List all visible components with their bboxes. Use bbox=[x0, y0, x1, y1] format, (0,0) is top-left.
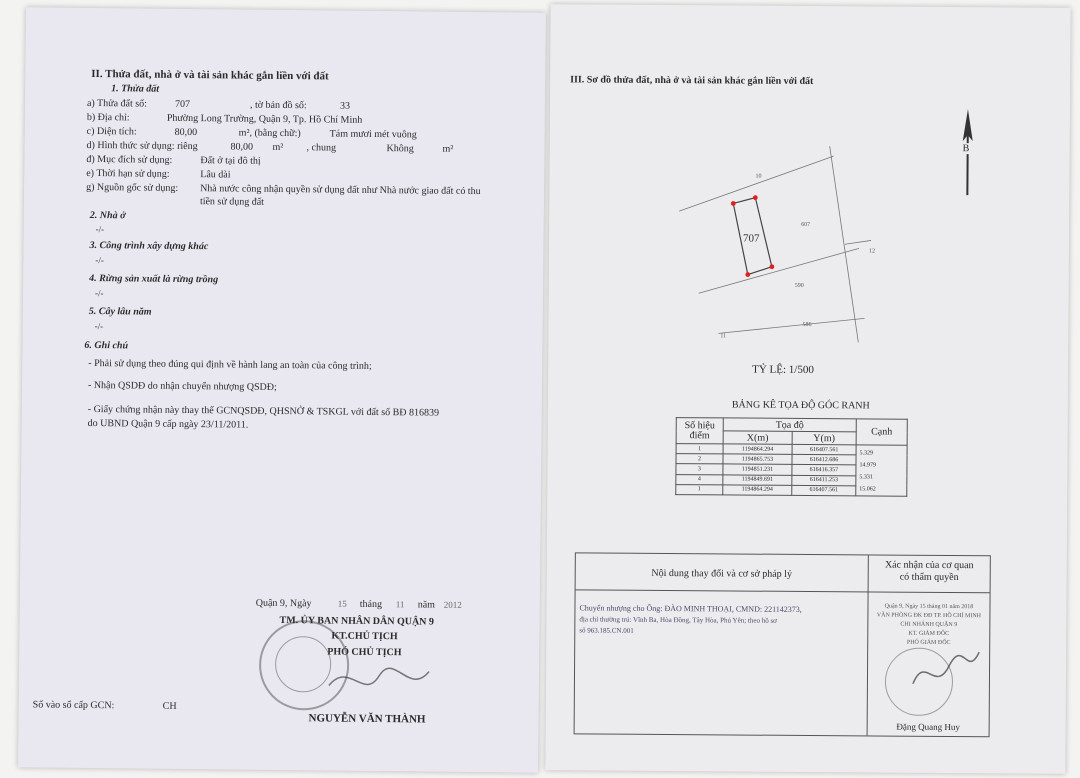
forest-title: 4. Rừng sản xuất là rừng trồng bbox=[89, 272, 219, 286]
usage-shared-value: Không bbox=[386, 143, 414, 155]
purpose-label: đ) Mục đích sử dụng: bbox=[86, 153, 173, 166]
cell-point: 2 bbox=[676, 454, 723, 465]
address-value: Phường Long Trường, Quận 9, Tp. Hồ Chí Minh bbox=[166, 112, 363, 126]
date-year-label: năm bbox=[417, 599, 436, 611]
north-label: B bbox=[962, 143, 970, 155]
map-sheet-label: , tờ bản đồ số: bbox=[249, 99, 307, 112]
notes-title: 6. Ghi chú bbox=[84, 339, 129, 352]
map-sheet-number: 33 bbox=[339, 100, 351, 112]
confirm-header-2: có thẩm quyền bbox=[899, 571, 959, 584]
change-table bbox=[574, 552, 991, 737]
cell-point: 1 bbox=[676, 444, 723, 455]
signer-name: NGUYỄN VĂN THÀNH bbox=[308, 712, 426, 726]
section-iii-title: III. Sơ đồ thửa đất, nhà ở và tài sản khác gắn liền với đất bbox=[570, 74, 814, 88]
origin-line-1: Nhà nước công nhận quyền sử dụng đất như Nhà nước giao đất có thu bbox=[200, 183, 481, 198]
neighbor-label: 12 bbox=[868, 248, 875, 255]
term-value: Lâu dài bbox=[200, 169, 231, 181]
col-edge-header: Cạnh bbox=[856, 419, 907, 445]
date-month-label: tháng bbox=[359, 598, 383, 611]
col-coord-header: Tọa độ bbox=[723, 418, 856, 432]
usage-shared-label: , chung bbox=[306, 142, 337, 154]
cell-point: 1 bbox=[676, 484, 723, 495]
cell-point: 3 bbox=[676, 464, 723, 475]
confirm-line-1: Quận 9, Ngày 15 tháng 01 năm 2018 bbox=[884, 603, 974, 611]
parcel-sketch bbox=[668, 135, 889, 347]
perennial-title: 5. Cây lâu năm bbox=[88, 305, 152, 318]
neighbor-label: 586 bbox=[802, 321, 812, 329]
confirm-signature-mark bbox=[905, 644, 985, 705]
sign-authority: TM. ỦY BAN NHÂN DÂN QUẬN 9 bbox=[279, 614, 434, 628]
sign-line-3: PHÓ CHỦ TỊCH bbox=[327, 646, 402, 659]
cell-x: 1194864.294 bbox=[723, 444, 792, 455]
confirm-header-1: Xác nhận của cơ quan bbox=[884, 559, 974, 572]
cell-edges bbox=[856, 445, 907, 496]
usage-unit-2: m² bbox=[442, 143, 454, 155]
cell-x: 1194851.231 bbox=[723, 464, 792, 475]
edge-value: 5.331 bbox=[859, 474, 873, 481]
coords-table bbox=[675, 417, 908, 497]
confirm-line-4: KT. GIÁM ĐỐC bbox=[908, 630, 950, 637]
confirm-line-3: CHI NHÁNH QUẬN 9 bbox=[900, 621, 958, 629]
origin-line-2: tiền sử dụng đất bbox=[199, 196, 265, 208]
neighbor-label: 590 bbox=[794, 282, 804, 289]
change-line-3: số 963.185.CN.001 bbox=[579, 626, 634, 635]
change-header: Nội dung thay đổi và cơ sở pháp lý bbox=[651, 567, 793, 580]
section-ii-title: II. Thửa đất, nhà ở và tài sản khác gắn liền với đất bbox=[91, 67, 329, 83]
note-2: - Nhận QSDĐ do nhận chuyển nhượng QSDĐ; bbox=[87, 379, 277, 393]
neighbor-label: 11 bbox=[720, 333, 727, 340]
area-value: 80,00 bbox=[174, 126, 198, 139]
usage-private-area: 80,00 bbox=[230, 141, 254, 153]
cell-y: 616412.686 bbox=[792, 455, 856, 466]
confirm-signer: Đặng Quang Huy bbox=[896, 721, 960, 733]
area-unit: m², (bằng chữ:) bbox=[238, 127, 301, 140]
usage-unit-1: m² bbox=[272, 141, 284, 154]
left-page bbox=[18, 7, 546, 772]
register-value: CH bbox=[162, 700, 177, 712]
change-line-1: Chuyển nhượng cho Ông: ĐÀO MINH THOẠI, CMND: 221142373, bbox=[579, 603, 802, 614]
col-point-header: Số hiệu điểm bbox=[676, 418, 723, 444]
other-construction-title: 3. Công trình xây dựng khác bbox=[89, 239, 209, 253]
cell-y: 616411.253 bbox=[792, 475, 856, 486]
usage-form-label: d) Hình thức sử dụng: riêng bbox=[86, 139, 198, 153]
date-prefix: Quận 9, Ngày bbox=[255, 597, 312, 610]
confirm-line-2: VĂN PHÒNG ĐK ĐĐ TP. HỒ CHÍ MINH bbox=[876, 612, 982, 620]
parcel-subtitle: 1. Thửa đất bbox=[111, 83, 160, 95]
term-label: e) Thời hạn sử dụng: bbox=[86, 167, 170, 180]
cell-point: 4 bbox=[676, 474, 723, 485]
note-3-line-1: - Giấy chứng nhận này thay thế GCNQSDĐ, QHSNỞ & TSKGL với đất số BĐ 816839 bbox=[87, 403, 440, 419]
confirm-line-5: PHÓ GIÁM ĐỐC bbox=[906, 639, 951, 647]
neighbor-label: 607 bbox=[801, 221, 811, 229]
sign-line-2: KT.CHỦ TỊCH bbox=[331, 630, 398, 643]
change-line-2: địa chỉ thường trú: Vĩnh Ba, Hòa Đồng, Tây Hòa, Phú Yên; theo hồ sơ bbox=[579, 615, 777, 625]
address-label: b) Địa chỉ: bbox=[86, 111, 130, 124]
right-page bbox=[545, 4, 1070, 774]
date-year: 2012 bbox=[443, 599, 462, 610]
register-label: Số vào sổ cấp GCN: bbox=[32, 699, 115, 712]
area-label: c) Diện tích: bbox=[86, 125, 137, 138]
edge-value: 14.979 bbox=[859, 462, 876, 469]
area-words: Tám mươi mét vuông bbox=[329, 128, 417, 141]
edge-value: 5.329 bbox=[859, 450, 874, 457]
date-month: 11 bbox=[395, 599, 405, 610]
coords-table-title: BẢNG KÊ TỌA ĐỘ GÓC RANH bbox=[731, 399, 870, 412]
house-title: 2. Nhà ở bbox=[89, 209, 126, 222]
forest-value: -/- bbox=[94, 288, 104, 299]
plot-label: 707 bbox=[743, 232, 760, 245]
house-value: -/- bbox=[95, 224, 105, 235]
cell-y: 616407.561 bbox=[792, 444, 856, 455]
col-y-header: Y(m) bbox=[792, 431, 856, 444]
cell-y: 616407.561 bbox=[792, 485, 856, 496]
cell-x: 1194864.294 bbox=[723, 485, 792, 496]
note-1: - Phải sử dụng theo đúng qui định về hành lang an toàn của công trình; bbox=[88, 357, 372, 372]
perennial-value: -/- bbox=[94, 321, 104, 332]
signature-mark bbox=[319, 655, 440, 706]
cell-x: 1194865.753 bbox=[723, 454, 792, 465]
other-construction-value: -/- bbox=[95, 255, 104, 266]
scale-label: TỶ LỆ: 1/500 bbox=[752, 363, 814, 377]
parcel-number: 707 bbox=[174, 98, 191, 111]
col-x-header: X(m) bbox=[723, 431, 792, 444]
note-3-line-2: do UBND Quận 9 cấp ngày 23/11/2011. bbox=[87, 417, 249, 431]
neighbor-label: 10 bbox=[755, 173, 762, 180]
origin-label: g) Nguồn gốc sử dụng: bbox=[86, 181, 179, 194]
change-table-header-line bbox=[576, 589, 990, 593]
parcel-number-label: a) Thửa đất số: bbox=[86, 97, 147, 110]
edge-value: 15.062 bbox=[859, 486, 876, 493]
cell-y: 616416.357 bbox=[792, 465, 856, 476]
date-day: 15 bbox=[337, 598, 347, 609]
cell-x: 1194849.691 bbox=[723, 474, 792, 485]
purpose-value: Đất ở tại đô thị bbox=[200, 155, 261, 167]
